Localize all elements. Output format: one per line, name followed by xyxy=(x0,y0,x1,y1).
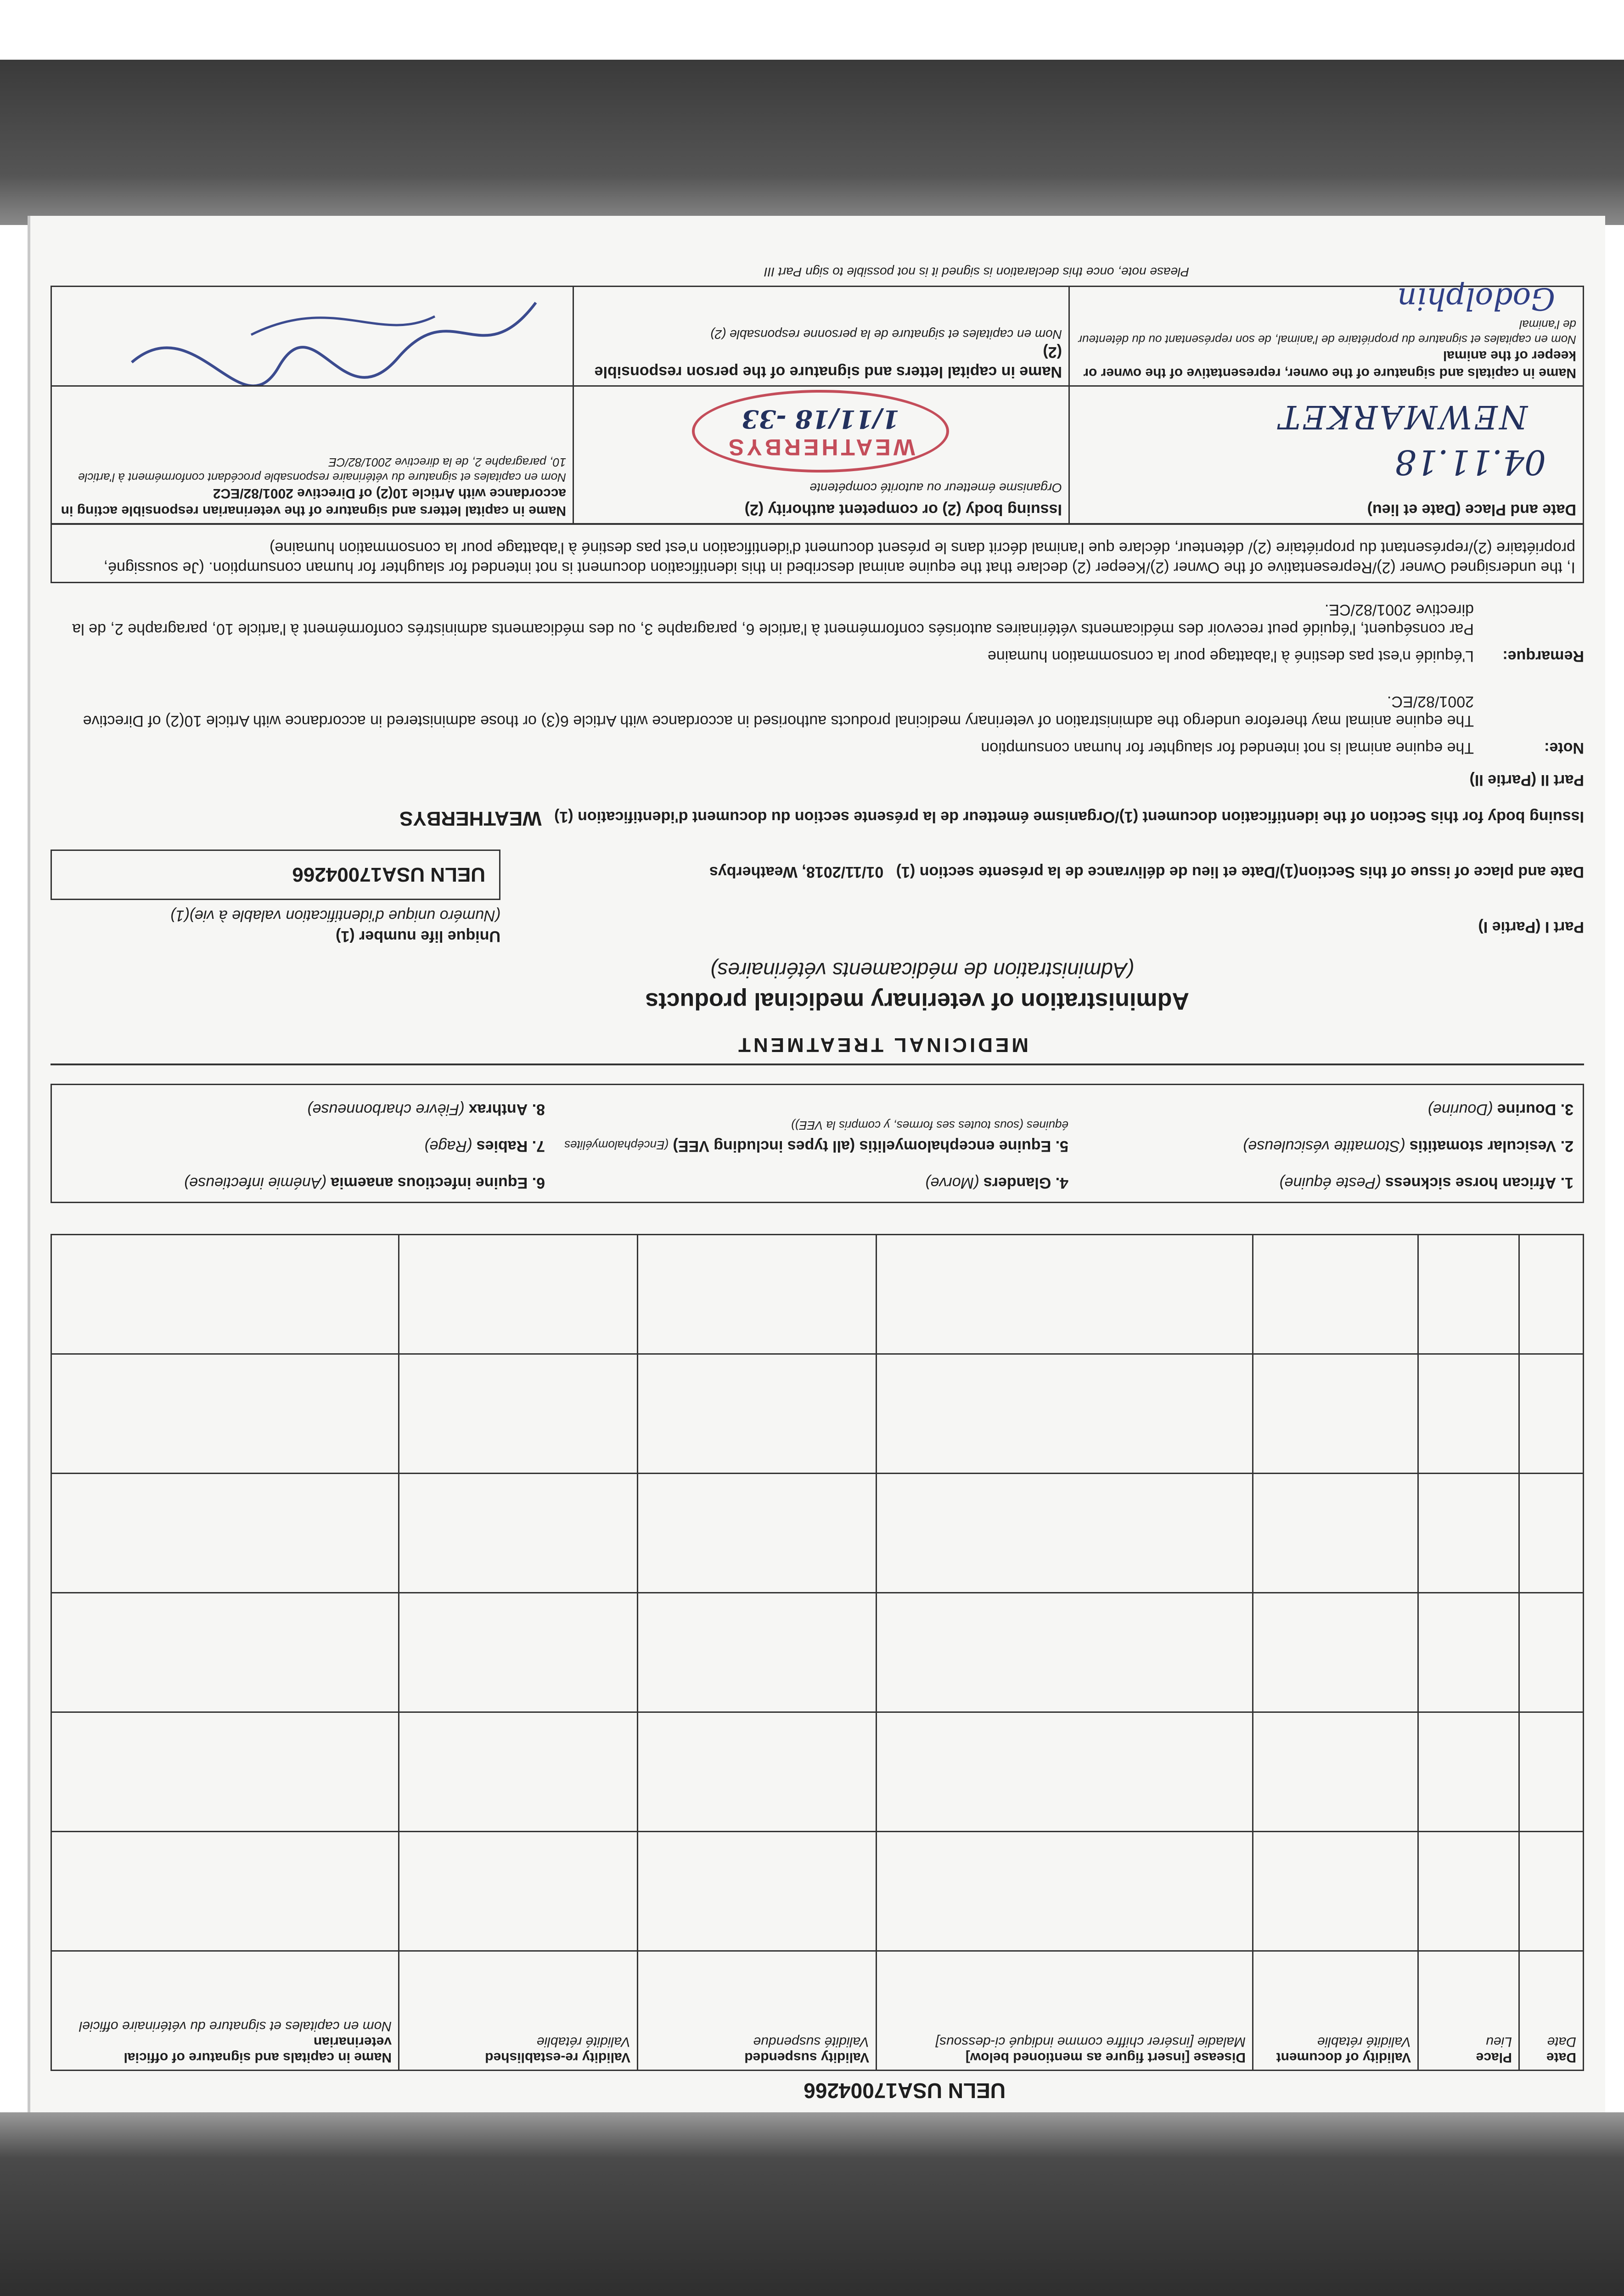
disease-4: 4. Glanders (Morve) xyxy=(925,1174,1068,1192)
cell-vet: Name in capital letters and signature of the veterinarian responsible acting in accordance with Article 10(2) of Directive 2001/82/EC2 Nom en capitales et signature du vétérinaire responsable procédant conformément à l'article 10, paragraphe 2, de la directive 2001/82/CE xyxy=(52,385,573,523)
disease-2: 2. Vesicular stomatitis (Stomatite vésiculeuse) xyxy=(1242,1137,1573,1155)
col-signature: Name in capitals and signature of official veterinarian Nom en capitales et signature du vétérinaire officiel xyxy=(51,1951,399,2071)
section-title: MEDICINAL TREATMENT xyxy=(736,1034,1028,1056)
part2-label: Part II (Partie II) xyxy=(1469,771,1584,789)
section-divider xyxy=(51,1064,1584,1065)
disease-8: 8. Anthrax (Fièvre charbonneuse) xyxy=(307,1101,545,1118)
vet-signature-scribble xyxy=(52,287,573,385)
part1-label: Part I (Partie I) xyxy=(1478,918,1584,936)
disease-7: 7. Rabies (Rage) xyxy=(424,1137,545,1155)
remarque-text: L'équidé n'est pas destiné à l'abattage pour la consommation humaine Par conséquent, l'équidé peut recevoir des médicaments vétérinaires autorisés conformément à l'article 6, paragraphe 3, ou des médicaments administrés conformément à l'article 10, paragraphe 2, de la directive 2001/82/CE. xyxy=(72,601,1474,665)
issuing-body-row xyxy=(51,806,1584,831)
signature-table xyxy=(51,281,1584,524)
document-page xyxy=(28,216,1602,2122)
disease-list xyxy=(51,1084,1584,1203)
disease-6: 6. Equine infectious anaemia (Anémie infectieuse) xyxy=(184,1174,545,1192)
date-place-value: 01/11/2018, Weatherbys xyxy=(709,863,884,881)
declaration-box xyxy=(51,523,1584,583)
date-place-label: Date and place of issue of this Section(1)/Date et lieu de délivrance de la présente section (1) xyxy=(896,863,1584,881)
handwritten-place: NEWMARKET xyxy=(1277,398,1528,436)
note-text: The equine animal is not intended for slaughter for human consumption The equine animal may therefore undergo the administration of veterinary medicinal products authorised in accordance with Article 6(3) or those administered in accordance with Article 10(2) of Directive 2001/82/EC. xyxy=(83,693,1474,757)
col-disease: Disease [insert figure as mentioned below] Maladie [insérer chiffre comme indiqué ci-dessous] xyxy=(877,1951,1253,2071)
cell-vet-signature xyxy=(52,287,573,385)
disease-1: 1. African horse sickness (Peste équine) xyxy=(1279,1174,1573,1192)
disease-3: 3. Dourine (Dourine) xyxy=(1427,1101,1573,1118)
ueln-header: UELN USA17004266 xyxy=(804,2079,1006,2103)
owner-signature: Godolphin xyxy=(1397,281,1555,316)
col-date: Date Date xyxy=(1519,1951,1584,2071)
ueln-label: Unique life number (1) xyxy=(336,928,500,945)
cell-owner: Name in capitals and signature of the owner, representative of the owner or keeper of the animal Nom en capitales et signature du propriétaire de l'animal, de son représentant ou du détenteur de l'animal Godolphin xyxy=(1068,287,1583,385)
scanner-shadow-bottom xyxy=(0,2112,1624,2296)
col-suspended: Validity suspended Validité suspendue xyxy=(638,1951,877,2071)
remarque-label: Remarque: xyxy=(1502,647,1584,665)
admin-title: Administration of veterinary medicinal products xyxy=(645,988,1189,1014)
admin-title-fr: (Administration de médicaments vétérinaires) xyxy=(710,958,1134,982)
col-reestablished: Validity re-established Validité rétablie xyxy=(399,1951,638,2071)
disease-5: 5. Equine encephalomyelitis (all types including VEE) (Encéphalomyélites équines (sous toutes ses formes, y compris la VEE)) xyxy=(564,1119,1068,1155)
col-validity: Validity of document Validité rétablie xyxy=(1253,1951,1418,2071)
weatherbys-stamp: WEATHERBYS 1/11/18 -33 xyxy=(692,390,949,473)
cell-issuing-body: Issuing body (2) or competent authority (2) Organisme émetteur ou autorité compétente WEATHERBYS 1/11/18 -33 xyxy=(573,385,1068,523)
handwritten-date: 04.11.18 xyxy=(1394,442,1546,482)
ueln-value: UELN USA17004266 xyxy=(292,863,485,886)
cell-person: Name in capital letters and signature of the person responsible (2) Nom en capitales et signature de la personne responsable (2) xyxy=(573,287,1068,385)
issuing-body-value: WEATHERBYS xyxy=(399,807,542,830)
ueln-label-fr: (Numéro unique d'identification valable à vie)(1) xyxy=(170,907,500,924)
col-place: Place Lieu xyxy=(1418,1951,1519,2071)
footnote: Please note, once this declaration is signed it is not possible to sign Part III xyxy=(764,265,1189,279)
ueln-box xyxy=(51,850,500,900)
validity-table xyxy=(51,1234,1584,2071)
declaration-text: I, the undersigned Owner (2)/Representative of the Owner (2)/Keeper (2) declare that the equine animal described in this identification document is not intended for slaughter for human consumption. (Je soussigné, propriétaire (2)/représentant du propriétaire (2)/ détenteur, déclare que l'animal décrit dans le présent document d'identification n'est pas destiné à l'abattage pour la consommation humaine) xyxy=(103,539,1575,576)
issuing-body-label: Issuing body for this Section of the identification document (1)/Organisme émetteur de la présente section du document d'identification (1) xyxy=(554,808,1584,826)
date-place-row xyxy=(528,862,1584,882)
scanner-shadow-top xyxy=(0,60,1624,225)
note-label: Note: xyxy=(1544,739,1584,757)
cell-date-place: Date and Place (Date et lieu) 04.11.18 NEWMARKET xyxy=(1068,385,1583,523)
